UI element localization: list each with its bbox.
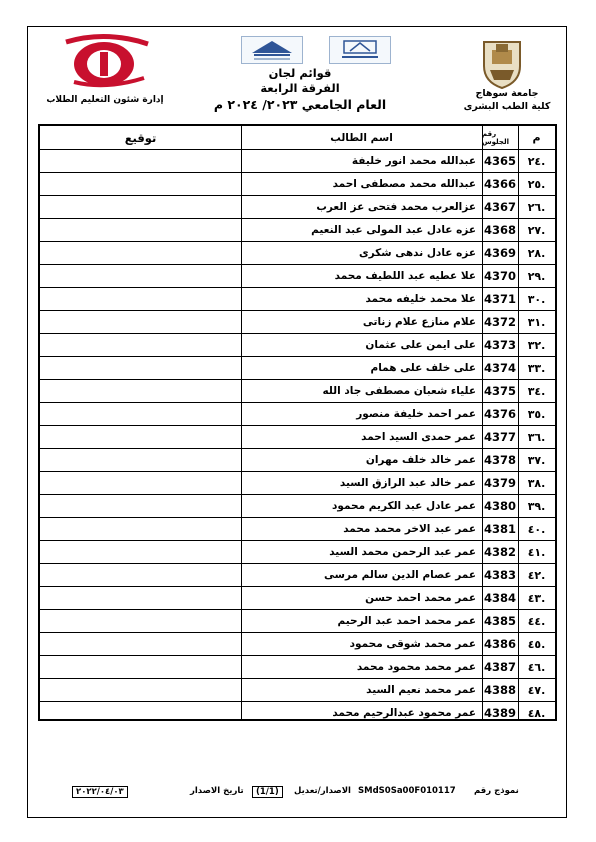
row-number: ٤٥. xyxy=(527,637,546,651)
seat-number: 4383 xyxy=(483,568,516,582)
row-number: ٣٧. xyxy=(527,453,546,467)
student-name: عمر محمد احمد حسن xyxy=(365,592,476,604)
table-row xyxy=(40,633,555,656)
student-name: على خلف على همام xyxy=(370,362,476,374)
table-row xyxy=(40,426,555,449)
table-row xyxy=(40,357,555,380)
row-number: ٤٢. xyxy=(527,568,546,582)
row-number: ٤٣. xyxy=(527,591,546,605)
seat-number: 4377 xyxy=(483,430,516,444)
table-row xyxy=(40,587,555,610)
page-title: قوائم لجان xyxy=(268,66,332,80)
table-row xyxy=(40,173,555,196)
issue-date-label: تاريخ الاصدار xyxy=(190,786,244,796)
seat-number: 4388 xyxy=(483,683,516,697)
seat-number: 4368 xyxy=(483,223,516,237)
table-row xyxy=(40,150,555,173)
table-row xyxy=(40,403,555,426)
signature-cell xyxy=(40,449,241,471)
row-number: ٤٦. xyxy=(527,660,546,674)
table-header xyxy=(40,126,555,150)
signature-cell xyxy=(40,357,241,379)
signature-cell xyxy=(40,610,241,632)
seat-number: 4378 xyxy=(483,453,516,467)
signature-cell xyxy=(40,150,241,172)
row-number: ٣٨. xyxy=(527,476,546,490)
seat-number: 4370 xyxy=(483,269,516,283)
row-number: ٤٠. xyxy=(527,522,546,536)
student-name: علام منازع علام زناتى xyxy=(362,316,476,328)
signature-cell xyxy=(40,679,241,701)
seat-number: 4385 xyxy=(483,614,516,628)
footer xyxy=(64,786,549,799)
row-number: ٣٩. xyxy=(527,499,546,513)
seat-number: 4386 xyxy=(483,637,516,651)
signature-cell xyxy=(40,311,241,333)
signature-cell xyxy=(40,518,241,540)
seat-number: 4384 xyxy=(483,591,516,605)
student-name: عزه عادل ندهى شكرى xyxy=(359,247,476,259)
signature-cell xyxy=(40,242,241,264)
table-row xyxy=(40,242,555,265)
accreditation-badge-right xyxy=(329,36,391,64)
row-number: ٣٠. xyxy=(527,292,546,306)
seat-number: 4380 xyxy=(483,499,516,513)
student-name: عزالعرب محمد فتحى عز العرب xyxy=(316,201,476,213)
seat-number: 4382 xyxy=(483,545,516,559)
university-logo-icon xyxy=(476,36,528,90)
row-number: ٢٦. xyxy=(527,200,546,214)
table-row xyxy=(40,265,555,288)
row-number: ٢٧. xyxy=(527,223,546,237)
student-name: علياء شعبان مصطفى جاد الله xyxy=(322,385,476,397)
student-name: عمر محمود عبدالرحيم محمد xyxy=(332,707,476,719)
university-name: جامعة سوهاج xyxy=(475,88,539,99)
row-number: ٣١. xyxy=(527,315,546,329)
signature-cell xyxy=(40,196,241,218)
form-code: SMdS0Sa00F010117 xyxy=(358,786,456,796)
faculty-logo-icon xyxy=(56,32,156,90)
seat-number: 4372 xyxy=(483,315,516,329)
student-name: علا عطيه عبد اللطيف محمد xyxy=(334,270,476,282)
row-number: ٤٧. xyxy=(527,683,546,697)
row-number: ٤١. xyxy=(527,545,546,559)
table-row xyxy=(40,656,555,679)
header-name: اسم الطالب xyxy=(330,131,393,144)
student-name: عمر محمد نعيم السيد xyxy=(366,684,476,696)
table-row xyxy=(40,518,555,541)
table-row xyxy=(40,311,555,334)
seat-number: 4371 xyxy=(483,292,516,306)
issue-label: الاصدار/تعديل xyxy=(294,786,351,796)
student-name: عمر خالد عبد الرازق السيد xyxy=(339,477,476,489)
row-number: ٤٨. xyxy=(527,706,546,720)
university-name-block xyxy=(452,87,562,113)
seat-number: 4381 xyxy=(483,522,516,536)
row-number: ٢٨. xyxy=(527,246,546,260)
signature-cell xyxy=(40,702,241,724)
signature-cell xyxy=(40,495,241,517)
student-name: عمر عادل عبد الكريم محمود xyxy=(332,500,476,512)
row-number: ٢٤. xyxy=(527,154,546,168)
signature-cell xyxy=(40,288,241,310)
seat-number: 4369 xyxy=(483,246,516,260)
seat-number: 4389 xyxy=(483,706,516,720)
seat-number: 4365 xyxy=(483,154,516,168)
table-row xyxy=(40,196,555,219)
table-row xyxy=(40,334,555,357)
signature-cell xyxy=(40,219,241,241)
student-name: عمر خالد خلف مهران xyxy=(365,454,476,466)
table-row xyxy=(40,702,555,725)
table-row xyxy=(40,610,555,633)
student-name: عمر محمد شوقى محمود xyxy=(349,638,476,650)
row-number: ٣٦. xyxy=(527,430,546,444)
student-name: عمر محمد احمد عبد الرحيم xyxy=(337,615,476,627)
issue-date-value: ٢٠٢٢/٠٤/٠٣ xyxy=(72,786,128,798)
issue-value: (1/1) xyxy=(252,786,283,798)
signature-cell xyxy=(40,403,241,425)
signature-cell xyxy=(40,656,241,678)
seat-number: 4373 xyxy=(483,338,516,352)
signature-cell xyxy=(40,334,241,356)
seat-number: 4387 xyxy=(483,660,516,674)
row-number: ٢٩. xyxy=(527,269,546,283)
students-table xyxy=(38,124,557,721)
table-row xyxy=(40,564,555,587)
signature-cell xyxy=(40,173,241,195)
form-number-label: نموذج رقم xyxy=(474,786,519,796)
row-number: ٣٣. xyxy=(527,361,546,375)
faculty-name: كلية الطب البشرى xyxy=(463,101,551,112)
row-number: ٣٢. xyxy=(527,338,546,352)
table-row xyxy=(40,679,555,702)
signature-cell xyxy=(40,564,241,586)
signature-cell xyxy=(40,380,241,402)
student-name: عمر عصام الدين سالم مرسى xyxy=(324,569,476,581)
seat-number: 4367 xyxy=(483,200,516,214)
signature-cell xyxy=(40,472,241,494)
department-name: إدارة شئون التعليم الطلاب xyxy=(46,95,164,105)
row-number: ٣٤. xyxy=(527,384,546,398)
table-row xyxy=(40,449,555,472)
accreditation-icon xyxy=(330,37,390,63)
student-name: علا محمد خليفه محمد xyxy=(365,293,476,305)
table-row xyxy=(40,495,555,518)
student-name: عبدالله محمد انور خليفة xyxy=(351,155,476,167)
seat-number: 4366 xyxy=(483,177,516,191)
seat-number: 4374 xyxy=(483,361,516,375)
table-row xyxy=(40,380,555,403)
student-name: عزه عادل عبد المولى عبد النعيم xyxy=(311,224,476,236)
year-group: الفرقة الرابعة xyxy=(260,81,340,95)
header-num: م xyxy=(532,131,541,144)
signature-cell xyxy=(40,633,241,655)
table-row xyxy=(40,541,555,564)
student-name: عمر عبد الاخر محمد محمد xyxy=(343,523,476,535)
signature-cell xyxy=(40,265,241,287)
seat-number: 4376 xyxy=(483,407,516,421)
student-name: عمر عبد الرحمن محمد السيد xyxy=(329,546,476,558)
student-name: عمر محمد محمود محمد xyxy=(356,661,476,673)
seat-number: 4379 xyxy=(483,476,516,490)
seat-number: 4375 xyxy=(483,384,516,398)
header-sign: توقيع xyxy=(124,130,157,145)
row-number: ٣٥. xyxy=(527,407,546,421)
table-row xyxy=(40,219,555,242)
signature-cell xyxy=(40,541,241,563)
student-name: على ايمن على عثمان xyxy=(365,339,476,351)
row-number: ٢٥. xyxy=(527,177,546,191)
table-row xyxy=(40,288,555,311)
accreditation-icon xyxy=(242,37,302,63)
signature-cell xyxy=(40,426,241,448)
student-name: عمر حمدى السيد احمد xyxy=(361,431,476,443)
student-name: عبدالله محمد مصطفى احمد xyxy=(332,178,476,190)
signature-cell xyxy=(40,587,241,609)
student-name: عمر احمد خليفة منصور xyxy=(356,408,476,420)
accreditation-badge-left xyxy=(241,36,303,64)
table-row xyxy=(40,472,555,495)
academic-year: العام الجامعي ٢٠٢٣/ ٢٠٢٤ م xyxy=(213,97,387,112)
row-number: ٤٤. xyxy=(527,614,546,628)
header-seat: رقم الجلوس xyxy=(482,129,509,146)
